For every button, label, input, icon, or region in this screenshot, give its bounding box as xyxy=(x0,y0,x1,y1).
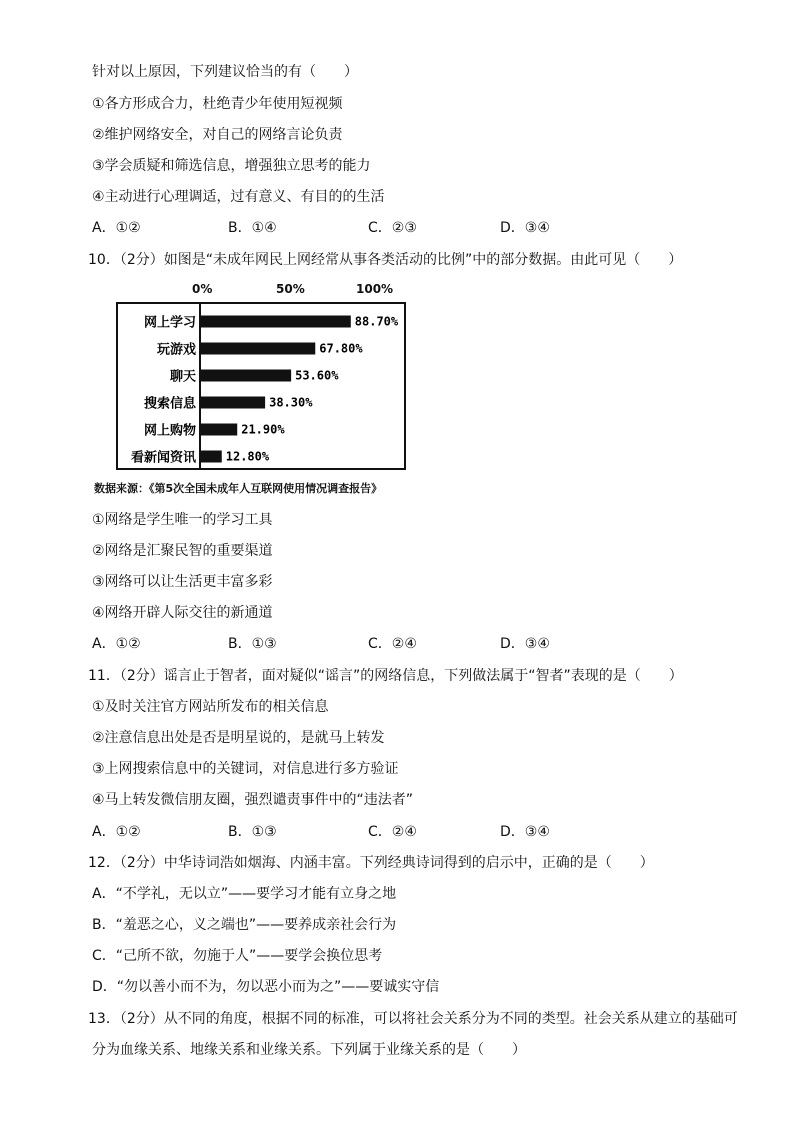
q10-stem: 10．（2分）如图是“未成年网民上网经常从事各类活动的比例”中的部分数据。由此可见（ ） xyxy=(88,252,683,268)
q10-item-1: ①网络是学生唯一的学习工具 xyxy=(92,512,273,528)
bar xyxy=(200,451,222,463)
category-label: 看新闻资讯 xyxy=(130,450,196,466)
q11-item-3: ③上网搜索信息中的关键词，对信息进行多方验证 xyxy=(92,761,399,777)
bar xyxy=(200,424,237,436)
q12-option-c[interactable]: C．“己所不欲，勿施于人”——要学会换位思考 xyxy=(92,948,383,964)
chart-plot xyxy=(118,304,404,468)
chart-source: 数据来源：《第5次全国未成年人互联网使用情况调查报告》 xyxy=(94,482,383,495)
q10-item-4: ④网络开辟人际交往的新通道 xyxy=(92,605,273,621)
category-label: 玩游戏 xyxy=(156,342,196,358)
q12-option-b[interactable]: B．“羞恶之心，义之端也”——要养成亲社会行为 xyxy=(92,917,397,933)
q9-option-c[interactable]: C．②③ xyxy=(368,220,417,236)
category-label: 网上学习 xyxy=(143,315,196,331)
q12-stem: 12．（2分）中华诗词浩如烟海、内涵丰富。下列经典诗词得到的启示中，正确的是（ ） xyxy=(88,855,654,871)
q10-option-d[interactable]: D．③④ xyxy=(500,636,550,652)
value-label: 38.30% xyxy=(269,395,313,410)
value-label: 21.90% xyxy=(241,422,285,437)
value-label: 88.70% xyxy=(354,314,399,329)
q13-stem-line1: 13．（2分）从不同的角度，根据不同的标准，可以将社会关系分为不同的类型。社会关系从建立的基础可 xyxy=(88,1011,738,1027)
bar xyxy=(200,343,315,355)
value-label: 12.80% xyxy=(225,449,270,464)
q11-option-b[interactable]: B．①③ xyxy=(228,824,277,840)
bar xyxy=(200,370,291,382)
q11-item-2: ②注意信息出处是否是明星说的，是就马上转发 xyxy=(92,730,385,746)
q9-item-3: ③学会质疑和筛选信息，增强独立思考的能力 xyxy=(92,158,371,174)
tick-label-50: 50% xyxy=(276,282,305,296)
category-label: 聊天 xyxy=(169,369,196,385)
q9-option-a[interactable]: A．①② xyxy=(92,220,141,236)
q11-item-1: ①及时关注官方网站所发布的相关信息 xyxy=(92,699,329,715)
tick-label-0: 0% xyxy=(192,282,213,296)
q10-item-3: ③网络可以让生活更丰富多彩 xyxy=(92,574,273,590)
q11-option-d[interactable]: D．③④ xyxy=(500,824,550,840)
q11-option-a[interactable]: A．①② xyxy=(92,824,141,840)
q10-item-2: ②网络是汇聚民智的重要渠道 xyxy=(92,543,273,559)
q10-option-c[interactable]: C．②④ xyxy=(368,636,417,652)
bar xyxy=(200,397,265,409)
q10-option-b[interactable]: B．①③ xyxy=(228,636,277,652)
q9-item-4: ④主动进行心理调适，过有意义、有目的的生活 xyxy=(92,189,385,205)
q13-stem-line2: 分为血缘关系、地缘关系和业缘关系。下列属于业缘关系的是（ ） xyxy=(92,1042,526,1058)
category-label: 网上购物 xyxy=(143,423,196,439)
q9-item-1: ①各方形成合力，杜绝青少年使用短视频 xyxy=(92,96,343,112)
q9-stem: 针对以上原因，下列建议恰当的有（ ） xyxy=(92,64,358,80)
activity-bar-chart xyxy=(116,282,408,472)
q9-option-d[interactable]: D．③④ xyxy=(500,220,550,236)
tick-label-100: 100% xyxy=(356,282,394,296)
q12-option-d[interactable]: D．“勿以善小而不为，勿以恶小而为之”——要诚实守信 xyxy=(92,979,440,995)
chart-tick-row xyxy=(116,282,408,300)
chart-frame xyxy=(116,302,406,470)
q11-option-c[interactable]: C．②④ xyxy=(368,824,417,840)
q9-option-b[interactable]: B．①④ xyxy=(228,220,277,236)
category-label: 搜索信息 xyxy=(143,396,196,412)
q12-option-a[interactable]: A．“不学礼，无以立”——要学习才能有立身之地 xyxy=(92,886,397,902)
value-label: 53.60% xyxy=(295,368,339,383)
q9-item-2: ②维护网络安全，对自己的网络言论负责 xyxy=(92,127,343,143)
bar xyxy=(200,316,351,328)
q11-stem: 11．（2分）谣言止于智者，面对疑似“谣言”的网络信息，下列做法属于“智者”表现的是（ ） xyxy=(88,668,683,684)
value-label: 67.80% xyxy=(319,341,363,356)
q11-item-4: ④马上转发微信朋友圈，强烈谴责事件中的“违法者” xyxy=(92,792,414,808)
q10-option-a[interactable]: A．①② xyxy=(92,636,141,652)
